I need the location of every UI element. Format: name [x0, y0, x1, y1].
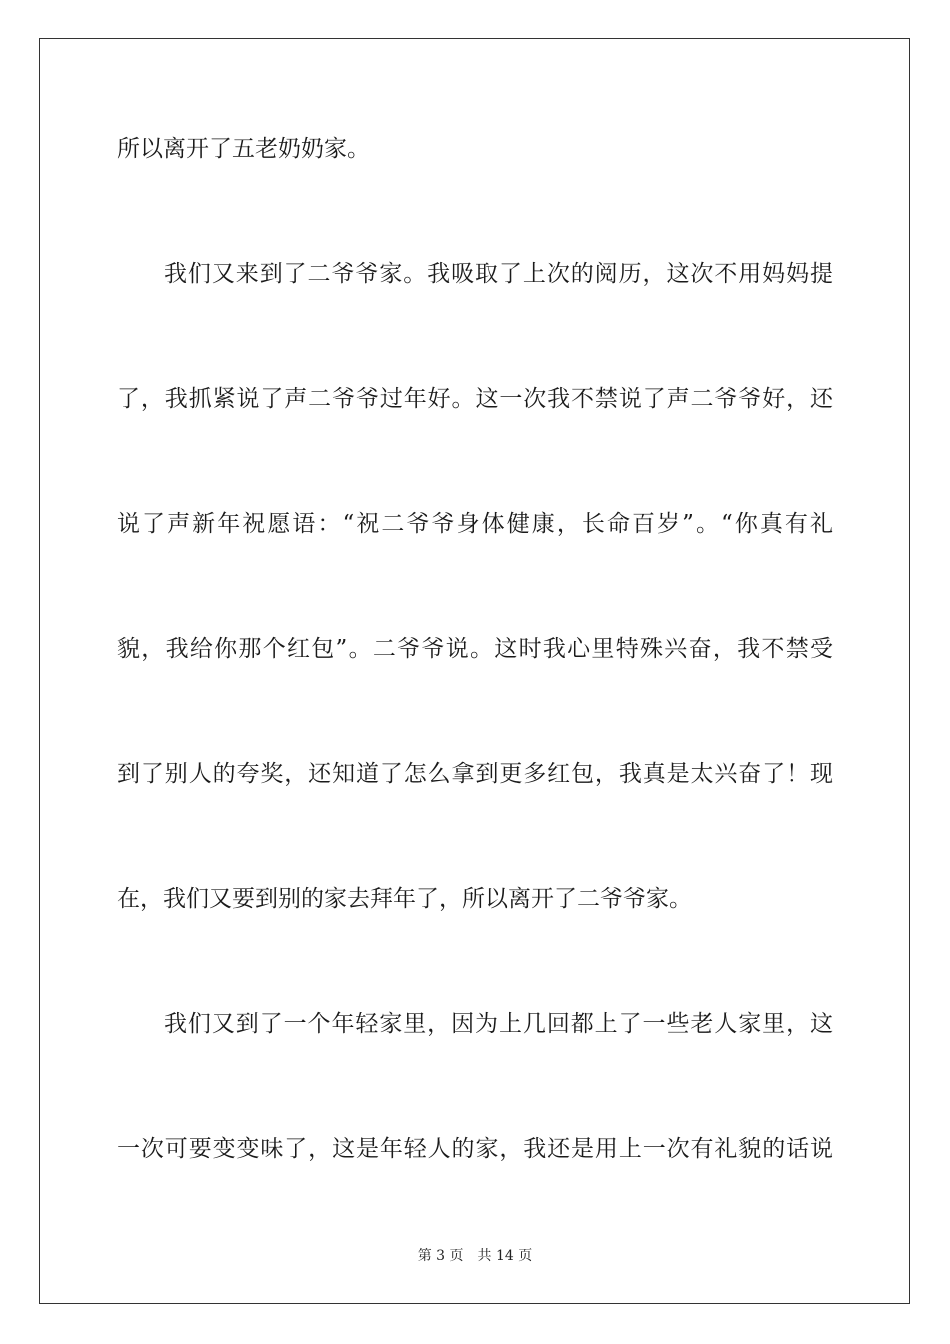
page-total: 共 14 页 [477, 1248, 533, 1264]
page-border [39, 38, 910, 1304]
paragraph-line-4: 说了声新年祝愿语：“祝二爷爷身体健康，长命百岁”。“你真有礼 [117, 511, 833, 537]
page-number: 第 3 页 [417, 1248, 464, 1264]
paragraph-line-2: 我们又来到了二爷爷家。我吸取了上次的阅历，这次不用妈妈提 [164, 261, 833, 287]
paragraph-line-8: 我们又到了一个年轻家里，因为上几回都上了一些老人家里，这 [164, 1011, 833, 1037]
paragraph-line-5: 貌，我给你那个红包”。二爷爷说。这时我心里特殊兴奋，我不禁受 [117, 636, 833, 662]
paragraph-line-1: 所以离开了五老奶奶家。 [117, 136, 370, 162]
paragraph-line-7: 在，我们又要到别的家去拜年了，所以离开了二爷爷家。 [117, 886, 692, 912]
page-footer [0, 1246, 950, 1266]
paragraph-line-6: 到了别人的夸奖，还知道了怎么拿到更多红包，我真是太兴奋了！现 [117, 761, 833, 787]
paragraph-line-9: 一次可要变变味了，这是年轻人的家，我还是用上一次有礼貌的话说 [117, 1136, 833, 1162]
paragraph-line-3: 了，我抓紧说了声二爷爷过年好。这一次我不禁说了声二爷爷好，还 [117, 386, 833, 412]
